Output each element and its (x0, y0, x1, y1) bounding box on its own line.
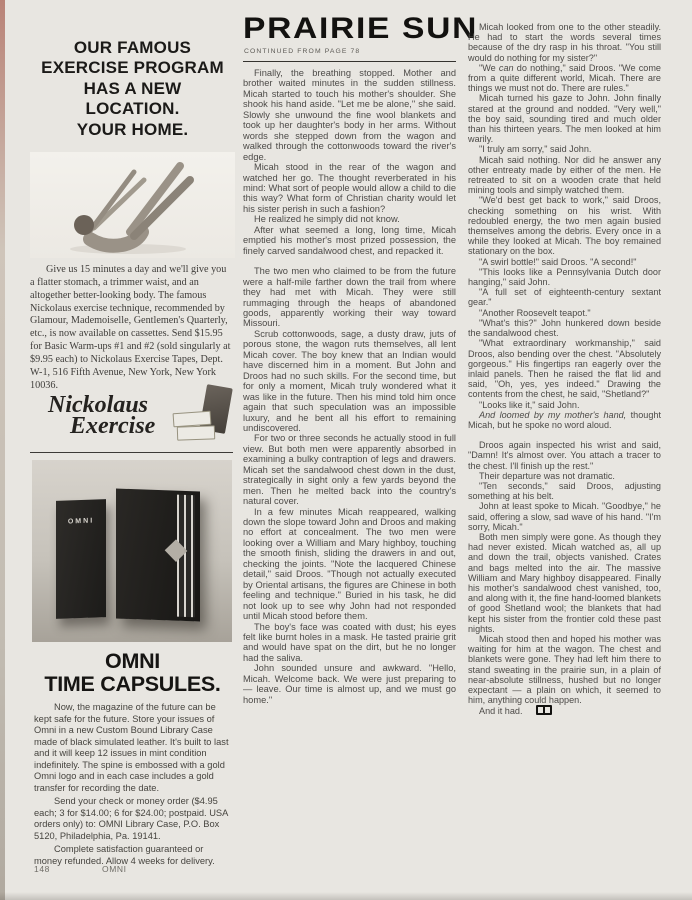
text-line: YOUR HOME. (76, 119, 189, 139)
paragraph: Now, the magazine of the future can be kept safe for the future. Store your issues of Omni in a new Custom Bound Library Case made of black simulated leather. It's built to last and it will keep 12 issues in mint condition indefinitely. The spine is embossed with a gold Omni logo and in each case includes a gold transfer for recording the date. (34, 702, 229, 793)
paragraph: Micah stood in the rear of the wagon and watched her go. The thought reverberated in his mind: What sort of people would allow a child to die this way? What form of Christian charity would let his sister perish in such a fashion? (243, 162, 456, 214)
text-line: EXERCISE PROGRAM (41, 58, 224, 78)
library-case-front (56, 499, 106, 619)
paragraph: "This looks like a Pennsylvania Dutch door hanging," said John. (468, 266, 661, 288)
paragraph: For two or three seconds he actually stood in full view. But both men were apparently absorbed in examining a bulky contraption of legs and drawers. Micah set the sandalwood chest down in the dust, strategically in sight only a few yards beyond the men. Then he melted back into the country's natural cover. (243, 433, 456, 507)
text-line: HAS A NEW (83, 78, 182, 98)
logo-text-line2: Exercise (70, 413, 156, 439)
paragraph: Droos again inspected his wrist and said, "Damn! It's almost over. You attach a tracer to the chest. I'll finish up the rest." (468, 440, 661, 471)
paragraph: Micah turned his gaze to John. John finally stared at the ground and nodded. "Very well," the boy said, sounding tired and much older than his thirteen years. The men looked at him warily. (468, 93, 661, 145)
paragraph: Micah looked from one to the other steadily. He had to start the words several times because of the dry rasp in his throat. "You still would do nothing for my sister?" (468, 22, 661, 63)
capsules-product-photo (32, 460, 232, 642)
cassette-tapes-photo (171, 386, 233, 444)
paragraph: Scrub cottonwoods, sage, a dusty draw, juts of porous stone, the wagon ruts themselves, all lent Micah cover. The boy knew that an Indian would have discerned him in a moment. But John and Droos had no such skills. For the second time, but for only a moment, Micah truly wondered what it was like in the future. Then his mind told him once again that such speculation was an impossible luxury, and he bent all his effort to remaining undiscovered. (243, 328, 456, 433)
time-capsules-paragraph-2 (34, 796, 232, 842)
paragraph: "Looks like it," said John. (479, 399, 580, 410)
article-column-1 (243, 68, 456, 884)
logo-text-line1: Nickolaus (48, 392, 149, 418)
exercise-ad-headline (30, 38, 235, 140)
end-of-article-mark (525, 705, 552, 717)
exercise-person-illustration (30, 152, 235, 258)
paragraph: "A swirl bottle!" said Droos. "A second!" (479, 256, 637, 267)
article-title: PRAIRIE SUN (243, 12, 479, 45)
time-capsules-paragraph-1 (34, 702, 232, 794)
paragraph: Micah stood then and hoped his mother was waiting for him at the wagon. The chest and blankets were gone. They had left him there to stand sweating in the prairie sun, in a plain of near-absolute stillness, hushed but no longer expectant — a plain on which, it seemed to him, anything could happen. (468, 633, 661, 706)
cassette-tape (177, 425, 215, 440)
text-line: OUR FAMOUS (73, 38, 192, 57)
paragraph: "A full set of eighteenth-century sextant gear." (468, 287, 661, 308)
library-case-slipcase (116, 489, 200, 622)
exercise-ad-body: Give us 15 minutes a day and we'll give you a flatter stomach, a trimmer waist, and an altogether better-looking body. The famous Nickolaus exercise technique, recommended by Glamour, Mademoiselle, Gentlemen's Quarterly, etc., is now available on cassettes. Send $15.95 for Basic Warm-ups #1 and #2 (sold singularly at $9.95 each) to Nickolaus Exercise Tapes, Dept. W-1, 516 Fifth Avenue, New York, New York 10036. (30, 264, 231, 391)
paragraph: After what seemed a long, long time, Micah emptied his mother's most prized possession, the finely carved sandalwood chest, and repacked it. (243, 224, 456, 256)
paragraph: And it had. (468, 705, 661, 717)
paragraph: And loomed by my mother's hand, thought Micah, but he spoke no word aloud. (468, 409, 661, 430)
omni-logo-on-case: OMNI (67, 517, 95, 526)
paragraph: John at least spoke to Micah. "Goodbye," he said, offering a slow, sad wave of his hand. "I'm sorry, Micah." (468, 501, 661, 532)
magazine-name: OMNI (102, 864, 127, 874)
time-capsules-heading (30, 650, 235, 696)
page-footer (34, 864, 234, 874)
nickolaus-exercise-logo (30, 392, 235, 450)
paragraph: Send your check or money order ($4.95 each; 3 for $14.00; 6 for $24.00; postpaid. USA orders only) to: OMNI Library Case, P.O. Box 5120, Philadelphia, Pa. 19141. (34, 796, 228, 841)
paragraph: "We'd best get back to work," said Droos, checking something on his wrist. With redoubled energy, the two men again busied themselves among the debris. Every once in a while they looked at Micah. The boy remained stationary on the box. (468, 195, 661, 257)
paragraph: Their departure was not dramatic. (479, 470, 615, 481)
paragraph: John sounded unsure and awkward. "Hello, Micah. Welcome back. We were just preparing to — leave. Our time is almost up, and we must go home." (243, 663, 456, 705)
continued-from-note: CONTINUED FROM PAGE 78 (244, 48, 361, 55)
ad-divider-rule (30, 452, 233, 453)
paragraph: Both men simply were gone. As though they had never existed. Micah watched as, all up and down the trail, objects vanished. Crates and bags melted into the air. The massive William and Mary highboy disappeared. Finally his mother's sandalwood chest vanished, too, and along with it, the fine hand-loomed blankets of good Shetland wool; the blankets that had kept his sister from the frontier cold these past nights. (468, 531, 661, 634)
paragraph: "What's this?" John hunkered down beside the sandalwood chest. (468, 317, 661, 339)
text-line: TIME CAPSULES. (44, 671, 221, 696)
paragraph: Complete satisfaction guaranteed or money refunded. Allow 4 weeks for delivery. (34, 844, 215, 866)
paragraph: "Another Roosevelt teapot." (479, 307, 591, 318)
paragraph: Finally, the breathing stopped. Mother and brother waited minutes in the sudden stillness. Micah started to touch his mother's shoulder. She shook his hand aside. "Let me be alone," she said. Slowly she unwound the fine wool blankets and took up her daughter's body in her arms. Without words she stepped down from the wagon and walked through the cottonwoods toward the river's edge. (243, 68, 456, 162)
text-line: OMNI (105, 649, 160, 673)
article-title-rule (243, 61, 456, 62)
paragraph: "Ten seconds," said Droos, adjusting something at his belt. (468, 480, 661, 502)
paragraph: "What extraordinary workmanship," said Droos, also bending over the chest. "Absolutely gorgeous." His fingertips ran eagerly over the inlaid panels. Then he raised the flat lid and said, "Oh, yes, yes indeed." Drawing the contents from the chest, he said, "Shetland?" (468, 338, 661, 400)
page-number: 148 (34, 864, 50, 874)
page-binding-edge (0, 0, 5, 900)
paragraph: "We can do nothing," said Droos. "We come from a quite different world, Micah. There are things we must not do. There are rules." (468, 62, 661, 94)
exercise-photo (30, 152, 235, 258)
paragraph: In a few minutes Micah reappeared, walking down the slope toward John and Droos and making no effort at concealment. The two men were looking over a William and Mary highboy, touching the smooth finish, sliding the drawers in and out, checking the joints. "Note the lacquered Chinese detail," said Droos. "Though not actually executed by Oriental artisans, the figures are Chinese in both feeling and technique." Buried in his task, he did not look up to see why John had not responded until Micah stood before them. (243, 506, 456, 622)
paragraph: Micah said nothing. Nor did he answer any other entreaty made by either of the men. He retreated to sit on a wooden crate that held mining tools and simply watched them. (468, 154, 661, 196)
paragraph: The two men who claimed to be from the future were a half-mile farther down the trail from where they had met with Micah. They were still rummaging through the heaps of abandoned goods, apparently working their way toward Missouri. (243, 266, 456, 329)
article-column-2 (468, 22, 661, 898)
text-line: LOCATION. (85, 99, 180, 119)
paragraph: The boy's face was coated with dust; his eyes felt like burnt holes in a mask. He tasted prairie grit and would have spat on the dirt, but he no longer had the saliva. (243, 621, 456, 663)
paragraph: He realized he simply did not know. (254, 214, 400, 225)
paragraph: "I truly am sorry," said John. (479, 144, 592, 155)
